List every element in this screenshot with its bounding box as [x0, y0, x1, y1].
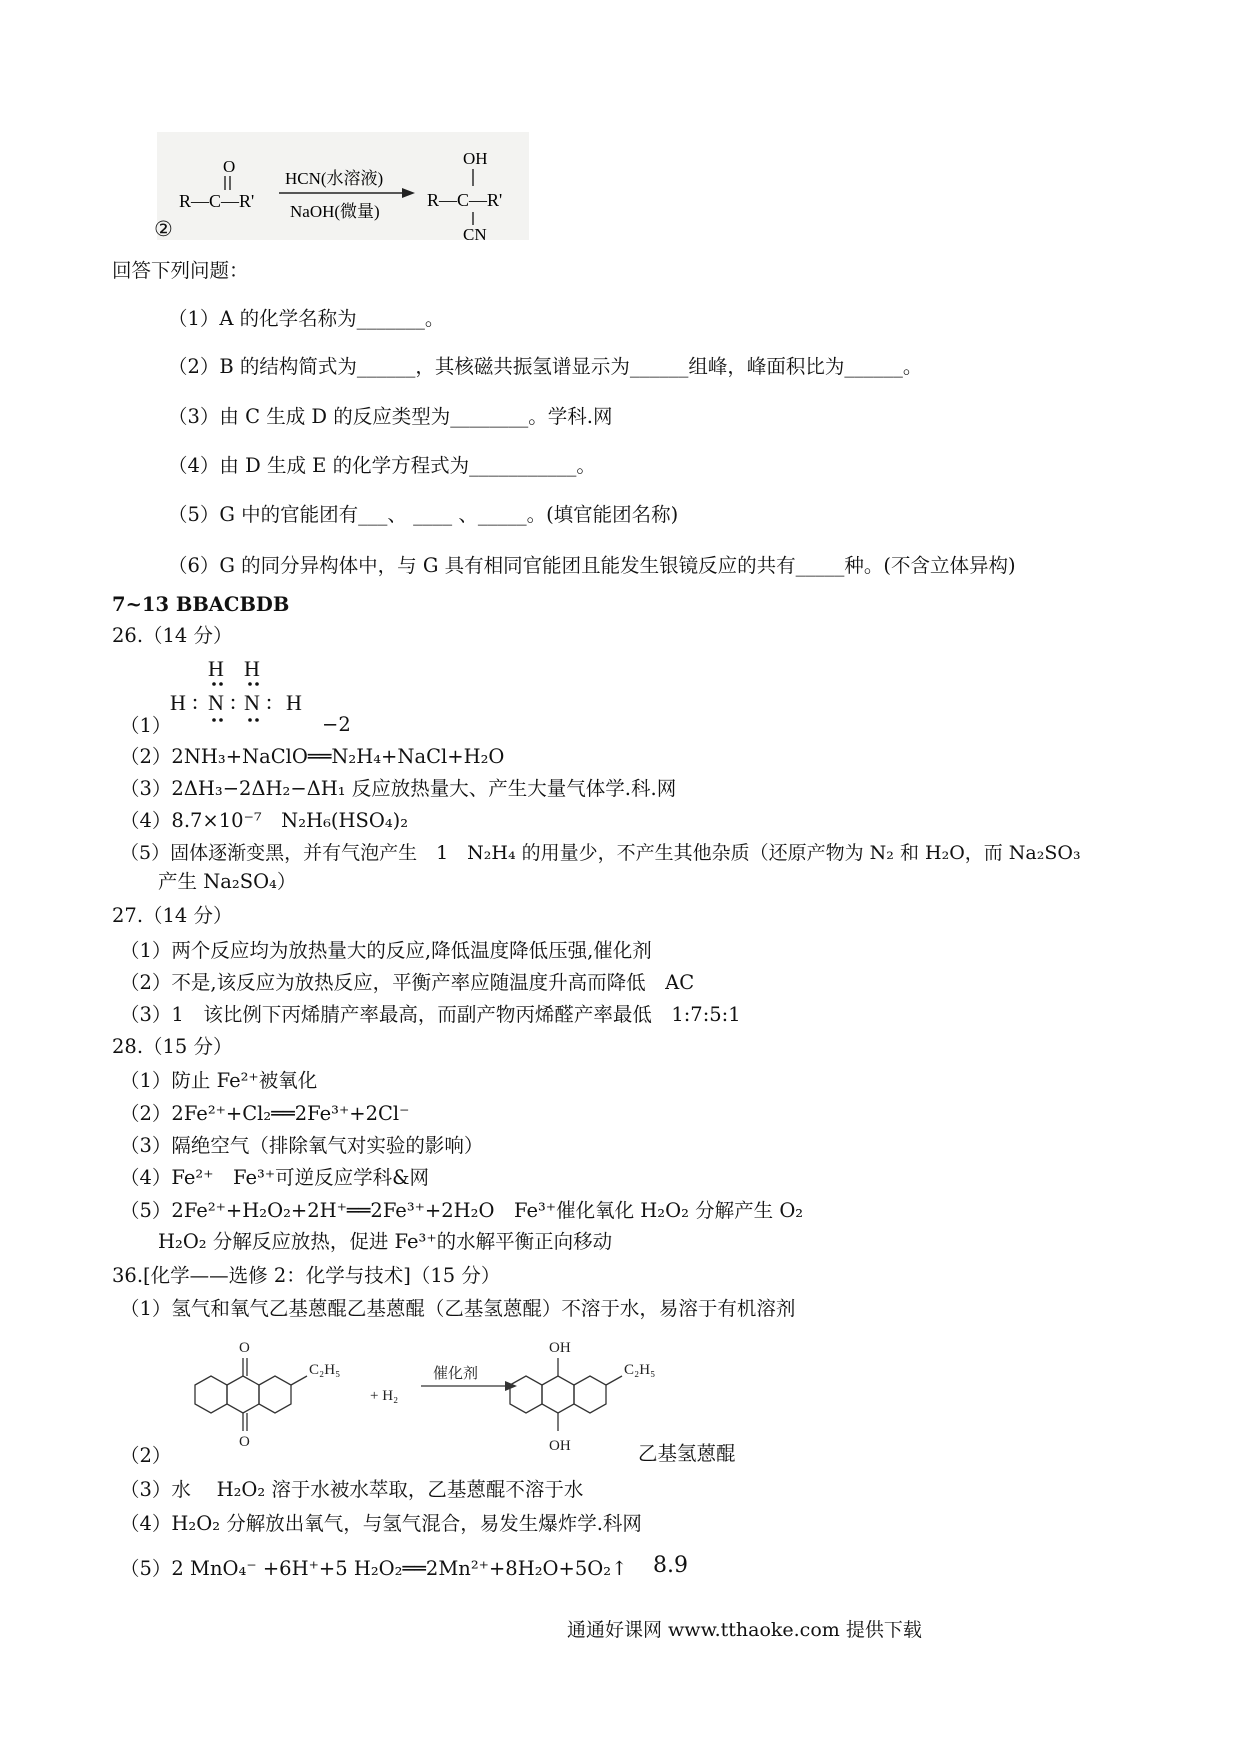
q27-answer-3: （3）1 该比例下丙烯腈产率最高，而副产物丙烯醛产率最低 1:7:5:1 [120, 1003, 741, 1026]
q36-title: 36.[化学——选修 2：化学与技术]（15 分） [112, 1264, 501, 1287]
reaction-2-figure [157, 132, 529, 240]
plus-hydrogen: + H₂ [370, 1388, 399, 1404]
q28-answer-1: （1）防止 Fe²⁺被氧化 [120, 1069, 318, 1092]
question-1: （1）A 的化学名称为_______。 [168, 307, 445, 330]
catalyst-label: 催化剂 [433, 1366, 479, 1382]
reagent-bottom: NaOH(微量) [290, 202, 380, 221]
q26-answer-1-tail: −2 [322, 713, 351, 736]
q26-answer-4: （4）8.7×10⁻⁷ N₂H₆(HSO₄)₂ [120, 809, 409, 832]
q26-answer-1-label: （1） [120, 714, 172, 737]
hydrazine-lewis-structure [168, 652, 328, 738]
q36-answer-1: （1）氢气和氧气乙基蒽醌乙基蒽醌（乙基氢蒽醌）不溶于水，易溶于有机溶剂 [120, 1297, 796, 1320]
lewis-dots-mid: : [230, 689, 237, 714]
lewis-h-right: H [286, 690, 302, 715]
product-formula: R—C—R' [427, 190, 503, 210]
q26-title: 26.（14 分） [112, 624, 233, 647]
reactant-formula: R—C—R' [179, 191, 255, 211]
left-bottom-oxygen: O [239, 1434, 250, 1450]
reaction-2-svg [157, 132, 529, 240]
footer-source: 通通好课网 www.tthaoke.com 提供下载 [567, 1619, 922, 1641]
question-4: （4）由 D 生成 E 的化学方程式为___________。 [168, 454, 596, 477]
question-6: （6）G 的同分异构体中，与 G 具有相同官能团且能发生银镜反应的共有_____种。(不含立体异构) [168, 554, 1016, 577]
q36-answer-4: （4）H₂O₂ 分解放出氧气，与氢气混合，易发生爆炸学.科网 [120, 1512, 642, 1535]
lewis-n-1: N [208, 690, 224, 715]
lewis-h-left: H [170, 690, 186, 715]
q26-answer-2: （2）2NH₃+NaClO══N₂H₄+NaCl+H₂O [120, 745, 505, 768]
q28-answer-5-line-2: H₂O₂ 分解反应放热，促进 Fe³⁺的水解平衡正向移动 [158, 1230, 613, 1253]
question-3: （3）由 C 生成 D 的反应类型为________。学科.网 [168, 405, 613, 428]
question-2: （2）B 的结构简式为______，其核磁共振氢谱显示为______组峰，峰面积比为______。 [168, 355, 923, 378]
lewis-dots-left: : [192, 689, 199, 714]
lewis-n-2: N [244, 690, 260, 715]
q36-answer-5-value: 8.9 [653, 1553, 688, 1578]
reagent-top: HCN(水溶液) [285, 169, 384, 188]
q36-answer-5: （5）2 MnO₄⁻ +6H⁺+5 H₂O₂══2Mn²⁺+8H₂O+5O₂↑ [120, 1557, 628, 1580]
q26-answer-3: （3）2ΔH₃−2ΔH₂−ΔH₁ 反应放热量大、产生大量气体学.科.网 [120, 777, 677, 800]
left-top-oxygen: O [239, 1340, 250, 1356]
product-oh: OH [463, 149, 488, 168]
q28-answer-4: （4）Fe²⁺ Fe³⁺可逆反应学科&网 [120, 1166, 429, 1189]
q36-answer-2-name: 乙基氢蒽醌 [638, 1442, 736, 1465]
q26-answer-5-line-2: 产生 Na₂SO₄） [158, 870, 297, 893]
q27-answer-2: （2）不是,该反应为放热反应，平衡产率应随温度升高而降低 AC [120, 971, 695, 994]
q26-answer-5-line-1: （5）固体逐渐变黑，并有气泡产生 1 N₂H₄ 的用量少，不产生其他杂质（还原产物为 N₂ 和 H₂O，而 Na₂SO₃ [120, 842, 1081, 864]
carbonyl-oxygen: O [223, 157, 236, 176]
left-ethyl: C₂H₅ [309, 1362, 341, 1378]
q36-answer-3: （3）水 H₂O₂ 溶于水被水萃取，乙基蒽醌不溶于水 [120, 1478, 584, 1501]
q28-answer-5-line-1: （5）2Fe²⁺+H₂O₂+2H⁺══2Fe³⁺+2H₂O Fe³⁺催化氧化 H₂O₂ 分解产生 O₂ [120, 1199, 804, 1222]
q28-title: 28.（15 分） [112, 1035, 233, 1058]
product-cn: CN [463, 225, 487, 240]
q27-title: 27.（14 分） [112, 904, 233, 927]
right-top-oh: OH [549, 1340, 571, 1356]
reaction-number: ② [154, 217, 173, 241]
answer-prompt: 回答下列问题： [112, 259, 249, 282]
lewis-h-top-2: H [244, 656, 260, 681]
lewis-dots-right: : [266, 689, 273, 714]
q27-answer-1: （1）两个反应均为放热量大的反应,降低温度降低压强,催化剂 [120, 939, 652, 962]
question-5: （5）G 中的官能团有___、 ____ 、_____。(填官能团名称) [168, 503, 679, 526]
q28-answer-2: （2）2Fe²⁺+Cl₂══2Fe³⁺+2Cl⁻ [120, 1102, 410, 1125]
mc-answers: 7~13 BBACBDB [112, 593, 290, 616]
q28-answer-3: （3）隔绝空气（排除氧气对实验的影响） [120, 1134, 484, 1157]
right-bottom-oh: OH [549, 1438, 571, 1454]
lewis-h-top-1: H [208, 656, 224, 681]
right-ethyl: C₂H₅ [624, 1362, 655, 1378]
q36-answer-2-label: （2） [120, 1444, 172, 1467]
anthraquinone-hydrogenation-figure [165, 1328, 655, 1468]
